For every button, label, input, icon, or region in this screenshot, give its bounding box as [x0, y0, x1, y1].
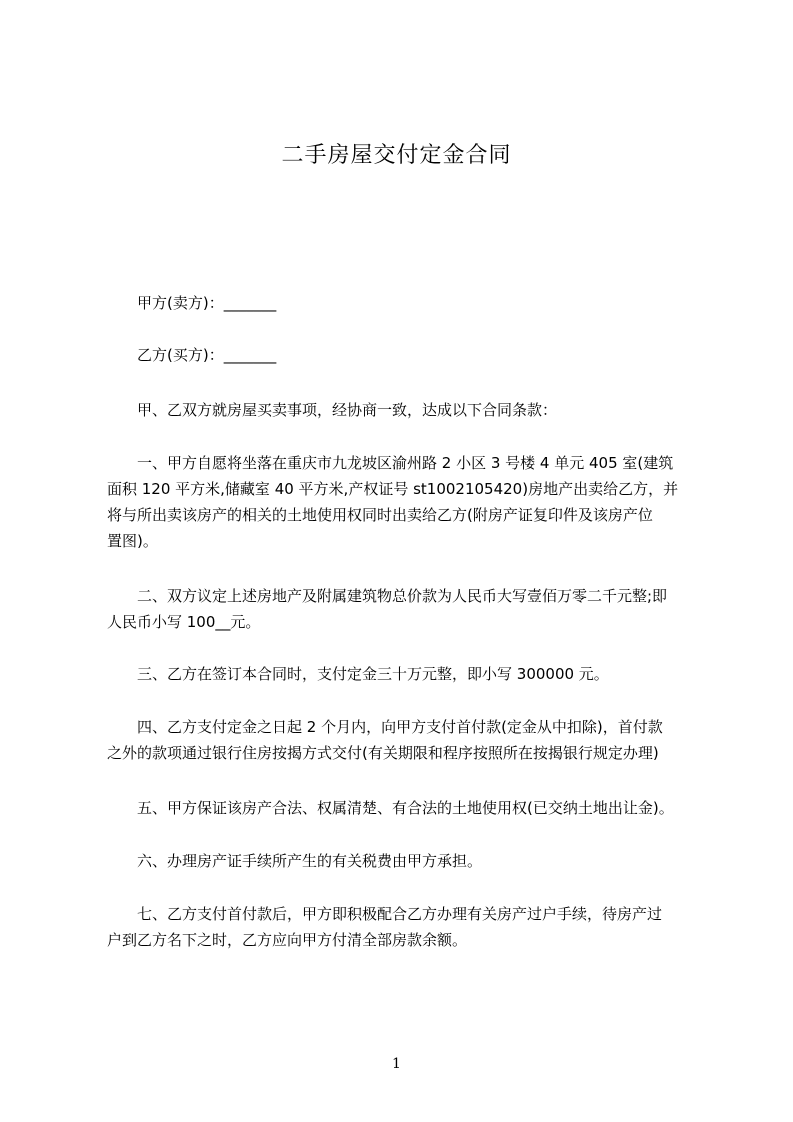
clause-1 — [107, 450, 678, 554]
clause-6 — [137, 848, 482, 874]
clause-4-line-1: 四、乙方支付定金之日起 2 个月内，向甲方支付首付款(定金从中扣除)，首付款 — [137, 718, 663, 736]
party-a-line — [137, 290, 276, 316]
page-number: 1 — [392, 1056, 401, 1072]
party-a-text: 甲方(卖方)：_______ — [137, 294, 277, 312]
clause-3-line-1: 三、乙方在签订本合同时，支付定金三十万元整，即小写 300000 元。 — [137, 665, 609, 683]
clause-2-line-1: 二、双方议定上述房地产及附属建筑物总价款为人民币大写壹佰万零二千元整;即 — [137, 587, 668, 605]
clause-7 — [107, 901, 662, 953]
clause-2 — [107, 583, 667, 635]
clause-7-line-1: 七、乙方支付首付款后，甲方即积极配合乙方办理有关房产过户手续，待房产过 — [137, 905, 663, 923]
clause-3 — [137, 661, 609, 687]
clause-1-line-4: 置图)。 — [107, 532, 158, 550]
clause-1-line-3: 将与所出卖该房产的相关的土地使用权同时出卖给乙方(附房产证复印件及该房产位 — [107, 506, 653, 524]
clause-1-line-1: 一、甲方自愿将坐落在重庆市九龙坡区渝州路 2 小区 3 号楼 4 单元 405 室(建筑 — [137, 454, 674, 472]
intro-paragraph — [137, 397, 557, 423]
document-title: 二手房屋交付定金合同 — [281, 143, 512, 168]
party-b-text: 乙方(买方)：_______ — [137, 346, 277, 364]
clause-4-line-2: 之外的款项通过银行住房按揭方式交付(有关期限和程序按照所在按揭银行规定办理) — [107, 744, 659, 762]
clause-2-line-2: 人民币小写 100__元。 — [107, 613, 261, 631]
clause-4 — [107, 714, 663, 766]
clause-5 — [137, 795, 674, 821]
clause-7-line-2: 户到乙方名下之时，乙方应向甲方付清全部房款余额。 — [107, 931, 468, 949]
clause-1-line-2: 面积 120 平方米,储藏室 40 平方米,产权证号 st1002105420)房地产出卖给乙方，并 — [107, 480, 679, 498]
clause-5-line-1: 五、甲方保证该房产合法、权属清楚、有合法的土地使用权(已交纳土地出让金)。 — [137, 799, 674, 817]
party-b-line — [137, 342, 276, 368]
intro-text: 甲、乙双方就房屋买卖事项，经协商一致，达成以下合同条款： — [137, 401, 558, 419]
clause-6-line-1: 六、办理房产证手续所产生的有关税费由甲方承担。 — [137, 852, 483, 870]
